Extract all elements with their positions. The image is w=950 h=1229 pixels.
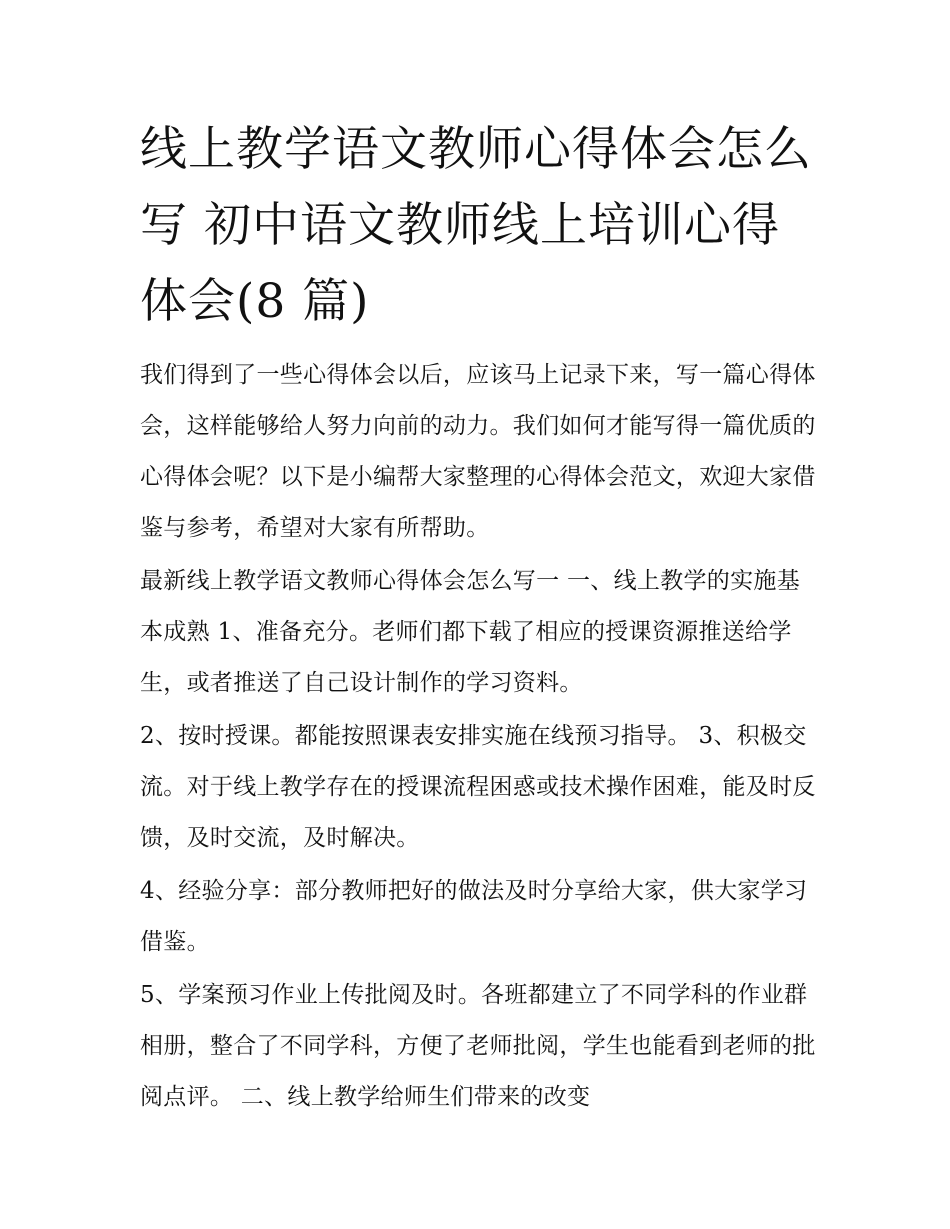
document-title: 线上教学语文教师心得体会怎么写 初中语文教师线上培训心得体会(8 篇)	[140, 122, 812, 329]
paragraph-points-2-3: 2、按时授课。都能按照课表安排实施在线预习指导。 3、积极交流。对于线上教学存在的授课流程困惑或技术操作困难，能及时反馈，及时交流，及时解决。	[140, 723, 816, 851]
paragraph-section-one: 最新线上教学语文教师心得体会怎么写一 一、线上教学的实施基本成熟 1、准备充分。老师们都下载了相应的授课资源推送给学生，或者推送了自己设计制作的学习资料。	[140, 568, 801, 696]
paragraph-point-4: 4、经验分享：部分教师把好的做法及时分享给大家，供大家学习借鉴。	[140, 878, 808, 955]
paragraph-intro: 我们得到了一些心得体会以后，应该马上记录下来，写一篇心得体会，这样能够给人努力向前的动力。我们如何才能写得一篇优质的心得体会呢？以下是小编帮大家整理的心得体会范文，欢迎大家借鉴与参考，希望对大家有所帮助。	[140, 362, 816, 541]
document-page	[140, 112, 820, 1125]
paragraph-point-5: 5、学案预习作业上传批阅及时。各班都建立了不同学科的作业群相册，整合了不同学科，方便了老师批阅，学生也能看到老师的批阅点评。 二、线上教学给师生们带来的改变	[140, 982, 816, 1110]
